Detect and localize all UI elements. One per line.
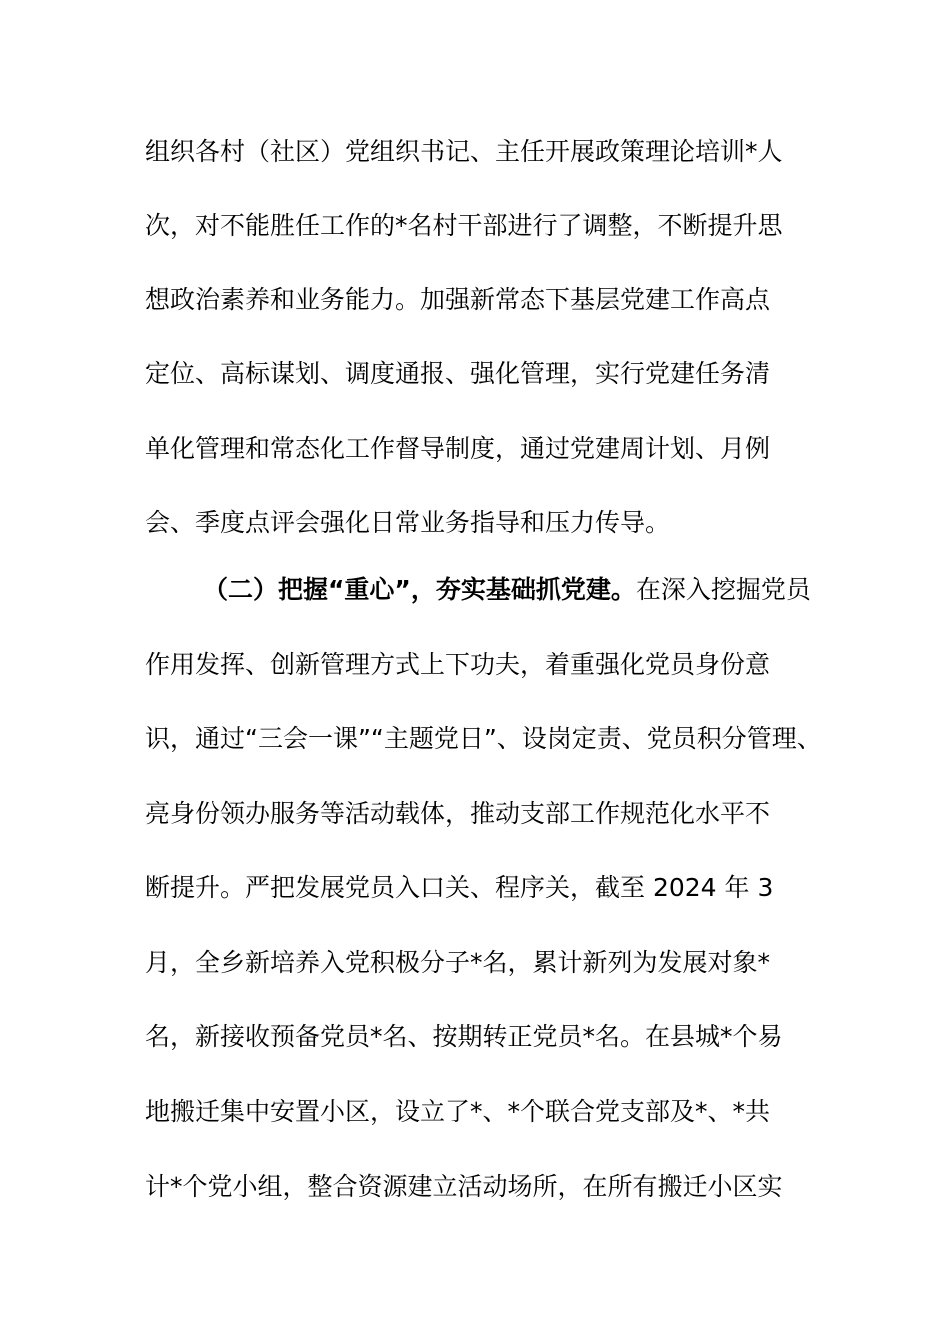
section-heading: （二）把握“重心”，夯实基础抓党建。 [203,575,636,604]
paragraph2-first-line-text: 在深入挖掘党员 [635,575,811,604]
paragraph2-line-7: 名，新接收预备党员*名、按期转正党员*名。在县城*个易 [145,1022,783,1051]
paragraph2-line-9: 计*个党小组，整合资源建立活动场所，在所有搬迁小区实 [145,1172,783,1201]
paragraph1-line-6: 会、季度点评会强化日常业务指导和压力传导。 [145,508,671,537]
paragraph2-line-1 [145,570,811,610]
paragraph1-line-5: 单化管理和常态化工作督导制度，通过党建周计划、月例 [145,434,771,463]
paragraph2-line-4: 亮身份领办服务等活动载体，推动支部工作规范化水平不 [145,799,771,828]
paragraph1-line-2: 次，对不能胜任工作的*名村干部进行了调整，不断提升思 [145,211,783,240]
paragraph2-line-3: 识，通过“三会一课”“主题党日”、设岗定责、党员积分管理、 [145,724,822,753]
paragraph1-line-1: 组织各村（社区）党组织书记、主任开展政策理论培训*人 [145,137,783,166]
paragraph1-line-4: 定位、高标谋划、调度通报、强化管理，实行党建任务清 [145,359,771,388]
paragraph2-line-6: 月，全乡新培养入党积极分子*名，累计新列为发展对象* [145,948,771,977]
paragraph2-line-2: 作用发挥、创新管理方式上下功夫，着重强化党员身份意 [145,650,771,679]
paragraph1-line-3: 想政治素养和业务能力。加强新常态下基层党建工作高点 [145,285,771,314]
paragraph2-line-8: 地搬迁集中安置小区，设立了*、*个联合党支部及*、*共 [145,1097,771,1126]
paragraph2-line-5: 断提升。严把发展党员入口关、程序关，截至 2024 年 3 [145,873,774,902]
